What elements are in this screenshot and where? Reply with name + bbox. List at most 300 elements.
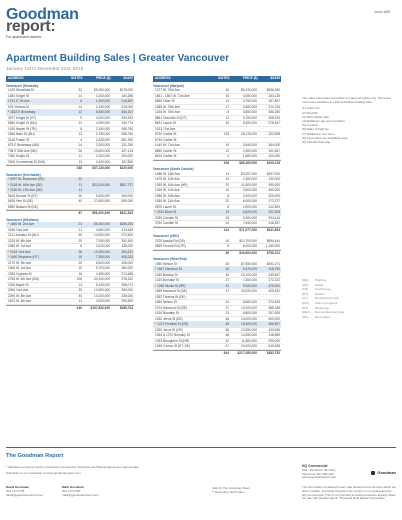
cell-address: * 1567 Harwood St xyxy=(155,267,182,271)
contact-phone: 604 714 4778 xyxy=(6,489,25,493)
legend-code: (DE) xyxy=(302,278,309,282)
cell-price: 3,600,000 xyxy=(242,188,257,192)
cell-price: 11,800,000 xyxy=(241,338,257,343)
cell-per-unit xyxy=(257,138,281,143)
cell-price: 10,250,000 xyxy=(94,249,110,254)
cell-price: $6,230,000 xyxy=(241,88,257,92)
total-row xyxy=(153,350,281,356)
cell-units: 14 xyxy=(225,99,229,103)
note-item: (7) Walkscore rent level xyxy=(302,131,335,136)
cell-price xyxy=(229,127,257,132)
contact-email[interactable]: david@goodmanreport.com xyxy=(6,493,44,497)
company-line-3[interactable]: www.goodmanreport.com xyxy=(302,475,337,480)
cell-units: 11 xyxy=(78,227,82,232)
total-units: 326 xyxy=(223,160,229,165)
cell-per-unit: 370,833 xyxy=(268,300,280,304)
section-title: Vancouver (Kerrisdale) xyxy=(6,172,41,177)
cell-address: 2875 Laurel St xyxy=(155,204,176,209)
header-price: PRICE ($) xyxy=(242,76,258,80)
cell-units: 40 xyxy=(78,233,82,237)
total-price: $16,600,000 xyxy=(239,250,257,255)
cell-per-unit: 385,185 xyxy=(268,305,280,310)
cell-per-unit: 333,333 xyxy=(121,115,133,120)
total-label xyxy=(153,228,218,233)
cell-address: 2360 York Ave xyxy=(8,288,29,292)
cell-price: 10,600,000 xyxy=(94,148,110,153)
cell-units: 8 xyxy=(227,110,229,114)
cell-per-unit xyxy=(110,188,134,193)
cell-per-unit: $594,444 xyxy=(266,238,280,243)
company-address xyxy=(302,465,372,480)
cell-per-unit: 366,071 xyxy=(121,282,133,287)
cell-per-unit: 390,909 xyxy=(121,299,133,303)
legend-label: Non-conforming sites xyxy=(315,310,345,315)
cell-price: $20,200,000 xyxy=(92,182,110,187)
cell-per-unit xyxy=(110,205,134,210)
logo-line-1: Goodman xyxy=(6,6,79,23)
cell-address: * 2158 W. 40th Ave (DE) xyxy=(8,182,43,187)
note-item: (9) Special financing xyxy=(302,140,331,145)
cell-address: 8560 Osler St xyxy=(155,99,175,103)
cell-address: 1516 Burnaby St xyxy=(155,311,179,315)
logo-line-2: report: xyxy=(6,18,56,35)
cell-price: 2,150,000 xyxy=(95,104,110,109)
cell-per-unit: 378,302 xyxy=(121,277,133,281)
cell-price: 2,610,000 xyxy=(95,244,110,248)
cell-per-unit: 372,500 xyxy=(121,233,133,237)
note-item: (3) Rent-ability ratio xyxy=(302,114,329,119)
header-units: SUITES xyxy=(218,76,230,80)
cell-price: 13,650,000 xyxy=(94,288,110,292)
cell-per-unit: 326,000 xyxy=(121,260,133,265)
cell-per-unit: 272,222 xyxy=(268,278,280,282)
cell-units: 11 xyxy=(78,188,82,192)
cell-price: 1,680,000 xyxy=(242,154,257,158)
cell-per-unit: 297,826 xyxy=(268,311,280,315)
cell-units: 47 xyxy=(225,289,229,293)
cell-per-unit: $256,250 xyxy=(119,222,133,226)
sponsor-logo xyxy=(371,470,396,475)
cell-price: $5,250,000 xyxy=(94,88,110,92)
sponsor-name: Goodman xyxy=(377,470,396,475)
cell-address: 675 Victoria Dr xyxy=(8,104,30,109)
cell-units: 139 xyxy=(223,132,229,136)
total-row xyxy=(153,227,281,233)
cell-units: 12 xyxy=(225,115,229,120)
cell-per-unit: $567,727 xyxy=(119,182,133,187)
cell-per-unit: $175,000 xyxy=(119,88,133,92)
cell-units: 45 xyxy=(225,272,229,277)
cell-per-unit: $291,071 xyxy=(266,261,280,266)
cell-price: 2,200,000 xyxy=(95,154,110,158)
cell-units: 106 xyxy=(76,277,82,281)
total-units: 168 xyxy=(76,166,82,170)
total-label xyxy=(153,161,218,166)
cell-address: 2225 W. 8th Ave xyxy=(8,238,32,243)
total-units: 87 xyxy=(78,211,82,215)
total-label xyxy=(6,211,71,216)
cell-per-unit: 456,250 xyxy=(268,110,280,114)
cell-per-unit: 288,750 xyxy=(121,132,133,136)
cell-address: 2290 W. 8th Ave xyxy=(8,293,32,298)
cell-price: $10,700,000 xyxy=(239,238,257,243)
total-per-unit: $756,231 xyxy=(266,250,280,255)
cell-units: 4 xyxy=(80,137,82,142)
cell-price: 3,000,000 xyxy=(95,115,110,120)
cell-units: 8 xyxy=(227,193,229,198)
cell-per-unit: 435,000 xyxy=(121,244,133,248)
cell-per-unit: 330,000 xyxy=(121,293,133,298)
total-row xyxy=(6,165,134,171)
cell-price: 6,000,000 xyxy=(242,199,257,203)
cell-units: 13 xyxy=(78,159,82,164)
table-header xyxy=(6,76,134,82)
cell-price: 4,200,000 xyxy=(242,193,257,198)
cell-address: 1440 W. 71st Ave xyxy=(155,143,180,147)
cell-units: 20 xyxy=(225,182,229,187)
cell-price: 6,800,000 xyxy=(242,311,257,315)
cell-units: 8 xyxy=(80,126,82,131)
total-price: $71,077,000 xyxy=(239,227,257,232)
cell-units: 48 xyxy=(225,316,229,321)
cell-units: 17 xyxy=(225,104,229,109)
page-title: Apartment Building Sales | Greater Vancouver xyxy=(6,53,230,64)
section-title: Vancouver (West End) xyxy=(153,257,187,261)
cell-price: $7,550,000 xyxy=(241,261,257,266)
cell-units: 13 xyxy=(225,210,229,214)
cell-address: 1086 W. 10th Ave xyxy=(155,193,180,198)
total-per-unit: $382,752 xyxy=(266,350,280,355)
cell-per-unit: 413,636 xyxy=(121,227,133,232)
legend-code: (MU) xyxy=(302,300,309,305)
footer-subscribe[interactable]: Subscribe to our newsletter at www.goodmanreport.com xyxy=(6,471,81,475)
cell-units: 24 xyxy=(225,300,229,304)
contact-email[interactable]: mark@goodmanreport.com xyxy=(62,493,99,497)
cell-price: 6,000,000 xyxy=(242,244,257,248)
cell-price xyxy=(229,138,257,143)
table-body xyxy=(6,84,134,311)
cell-per-unit: 200,000 xyxy=(121,154,133,158)
cell-address: 1355 W. 10th Ave (HR) xyxy=(155,182,188,187)
company-name: HQ Commercial xyxy=(302,464,328,468)
cell-price: 2,300,000 xyxy=(242,148,257,153)
cell-units: 11 xyxy=(78,154,82,158)
sold-line-1: Sold by The Goodman Team xyxy=(212,486,251,490)
cell-price: 2,500,000 xyxy=(242,204,257,209)
footer-note: * Indicates a property sold by Goodman Commercial. Total price and $/suite figures are approximate. xyxy=(6,465,140,469)
cell-price: 40,100,000 xyxy=(94,277,110,281)
cell-per-unit: 407,143 xyxy=(121,148,133,153)
cell-address: 2225 Acadia Rd (DE) xyxy=(155,238,185,243)
cell-units: 22 xyxy=(225,199,229,203)
cell-units: 16 xyxy=(78,271,82,276)
cell-per-unit: 350,000 xyxy=(121,288,133,292)
sales-table-left xyxy=(6,76,134,310)
cell-price: $6,150,000 xyxy=(94,222,110,226)
cell-address: * 6097 W. Boulevard (DE) xyxy=(8,177,45,181)
cell-per-unit: 184,286 xyxy=(121,93,133,98)
legend-item xyxy=(302,315,394,320)
disclaimer: The information contained herein was obtained from sources which we deem reliable, and while thought to be correct, is not guaranteed by HQ Commercial. This is not intended to solicit properties already listed for sale with another agent. *Personal Real Estate Corporation xyxy=(302,485,396,501)
cell-price: 11,800,000 xyxy=(241,182,257,187)
total-price: $157,830,000 xyxy=(90,305,110,310)
cell-price: 3,650,000 xyxy=(242,110,257,114)
cell-price: 24,000,000 xyxy=(241,344,257,348)
total-per-unit: $209,218 xyxy=(266,160,280,165)
notes-list xyxy=(302,106,394,144)
note-item: (2) Rent/SF xyxy=(302,110,318,115)
cell-address: 1675 W. 11th Ave xyxy=(155,177,180,181)
cell-price: 10,000,000 xyxy=(241,305,257,310)
cell-price xyxy=(82,205,110,210)
cell-units: 40 xyxy=(78,199,82,203)
cell-units: 10 xyxy=(225,177,229,181)
company-line-2: Vancouver BC V6E 4A2 xyxy=(302,471,334,476)
cell-address: 738 E 36th Ave (MU) xyxy=(8,148,38,153)
cell-address: 3977 Knight St (VT) xyxy=(8,115,36,120)
cell-address: 3006 Commercial Dr (MU) xyxy=(8,159,46,164)
cell-address: 6960 Balsam St (DE) xyxy=(8,204,38,209)
company-line-1: 520 - 4th Street, Burnaby xyxy=(302,467,336,472)
cell-address: * 1833 E Broadway xyxy=(8,110,36,114)
cell-address: 1561 - 1567 W. 71st Ave xyxy=(155,93,190,98)
cell-units: 27 xyxy=(225,305,229,310)
cell-price: 4,090,000 xyxy=(95,121,110,125)
note-item: (6) Ratio of highrise xyxy=(302,127,329,132)
note-item: (4) Building's age and condition xyxy=(302,119,346,124)
cell-units: 26 xyxy=(78,148,82,153)
cell-per-unit: 278,947 xyxy=(268,121,280,125)
cell-address: 1313 71st Ave xyxy=(155,126,176,131)
cell-units: 12 xyxy=(78,110,82,114)
cell-per-unit: 253,125 xyxy=(268,93,280,98)
cell-per-unit: 214,706 xyxy=(268,104,280,109)
cell-address: 8619 Cartier St xyxy=(155,154,177,158)
legend-label: Highrise xyxy=(315,278,327,282)
cell-address: 8790 Cartier St xyxy=(155,132,177,136)
cell-address: * 1250 Nicola St (HR) xyxy=(155,283,186,288)
cell-address: 3750 Cambie St xyxy=(155,221,178,225)
contact-name: David Goodman xyxy=(6,485,30,489)
cell-per-unit: 432,308 xyxy=(268,210,280,214)
cell-units: 4 xyxy=(227,154,229,158)
legend-code: (VT) xyxy=(302,296,309,301)
cell-per-unit: 308,333 xyxy=(268,115,280,120)
cell-units: 14 xyxy=(78,143,82,147)
cell-price: 27,600,000 xyxy=(94,199,110,203)
cell-per-unit: 294,444 xyxy=(268,215,280,220)
cell-units: 8 xyxy=(227,244,229,248)
cell-address: * 2163 York Ave xyxy=(8,249,31,254)
cell-price: 3,640,000 xyxy=(242,143,257,147)
total-label xyxy=(153,351,218,356)
cell-units: 40 xyxy=(225,88,229,92)
cell-address: 2755 W. 4th Ave (MU) xyxy=(8,277,40,281)
cell-units: 6 xyxy=(80,244,82,248)
cell-price: $3,267,000 xyxy=(241,171,257,176)
cell-price: 5,620,000 xyxy=(242,210,257,214)
section-title: Vancouver (Kitsilano) xyxy=(6,217,39,222)
table-body xyxy=(153,84,281,356)
cell-price: 28,175,000 xyxy=(241,132,257,136)
total-label xyxy=(153,251,218,256)
legend-label: Duplex xyxy=(315,291,325,296)
cell-address: 675 E Broadway (MU) xyxy=(8,143,40,147)
total-row xyxy=(6,210,134,216)
cell-units: 24 xyxy=(225,283,229,288)
cell-price: 15,100,000 xyxy=(241,272,257,277)
cell-units: 11 xyxy=(78,182,82,187)
cell-price: 5,450,000 xyxy=(95,110,110,114)
cell-address: 1060 Nelson St xyxy=(155,300,177,304)
cell-price: 3,650,000 xyxy=(242,104,257,109)
cell-units: 8 xyxy=(227,204,229,209)
sold-line-2: ** December 2015 sales xyxy=(212,490,245,494)
legend-code: (HR) xyxy=(302,282,309,287)
cell-per-unit xyxy=(257,295,281,300)
cell-address: 1377 W. 70th Ave xyxy=(155,88,180,92)
cell-address: 1684 Knight St xyxy=(8,93,29,98)
cell-units: 27 xyxy=(225,278,229,282)
cell-units: 9 xyxy=(80,115,82,120)
cell-units: 24 xyxy=(78,222,82,226)
footer-divider xyxy=(6,447,396,448)
cell-per-unit: $256,250 xyxy=(266,88,280,92)
cell-address: * 1860 W. 2nd Ave xyxy=(8,222,35,226)
note-item: (1) Suite mix xyxy=(302,106,320,111)
cell-units: 19 xyxy=(225,121,229,125)
cell-units xyxy=(218,295,229,300)
cell-per-unit: 272,727 xyxy=(268,199,280,203)
legend-code: (DT) xyxy=(302,291,309,296)
notes-panel xyxy=(302,96,394,144)
cell-per-unit: 420,536 xyxy=(268,327,280,332)
cell-per-unit: 525,000 xyxy=(268,193,280,198)
cell-address: 7060 Knight St xyxy=(8,154,29,158)
section-title: Vancouver (South Cambie) xyxy=(153,167,194,171)
cell-units: 6 xyxy=(80,99,82,103)
cell-units: 10 xyxy=(78,104,82,109)
logo-tagline: For apartment owners xyxy=(6,35,42,39)
cell-per-unit: 581,250 xyxy=(121,137,133,142)
cell-per-unit: 540,000 xyxy=(121,193,133,198)
cell-price: 3,200,000 xyxy=(95,143,110,147)
cell-per-unit: 425,532 xyxy=(268,289,280,293)
notes-lead: The sales information provided is a general guide only. There are numerous variables in each individual building sale. xyxy=(302,96,391,105)
cell-units: 10 xyxy=(78,193,82,198)
cell-address: 1425 W. 70th Ave xyxy=(155,110,180,114)
cell-address: 1385 W. 70th Ave xyxy=(155,104,180,109)
cell-per-unit: 366,667 xyxy=(268,322,280,326)
cell-per-unit: $297,000 xyxy=(266,171,280,176)
legend-label: Strata xyxy=(315,282,324,287)
cell-price xyxy=(82,188,110,193)
cell-per-unit: 352,500 xyxy=(121,238,133,243)
total-row xyxy=(6,305,134,311)
cell-address: 1330 & 1270 Burnaby St xyxy=(155,333,190,337)
cell-price: 14,350,000 xyxy=(241,333,257,337)
footer-title: The Goodman Report xyxy=(6,453,64,459)
sales-table-right xyxy=(153,76,281,355)
cell-per-unit: 590,000 xyxy=(268,182,280,187)
note-item: (5) Location xyxy=(302,123,319,128)
cell-per-unit: 380,000 xyxy=(121,266,133,270)
cell-address: 2121 Arbutus St (MU) xyxy=(8,233,39,237)
cell-price: 5,300,000 xyxy=(242,215,257,220)
legend-label: Renovated xyxy=(315,314,330,319)
cell-address: 1488 W. 13th Ave xyxy=(155,171,180,176)
cell-address: 5628 Yew St (DE) xyxy=(8,199,34,203)
cell-address: 1345 Comox St (HT, DE) xyxy=(155,344,191,348)
cell-address: 2402 W. 4th Ave xyxy=(8,299,32,303)
total-units: 26 xyxy=(225,250,229,255)
logo xyxy=(6,6,79,39)
cell-address: 1349 Barclay St xyxy=(155,272,178,277)
cell-units: 26 xyxy=(78,249,82,254)
cell-price: 5,700,000 xyxy=(95,266,110,270)
cell-per-unit: 318,889 xyxy=(268,333,280,337)
cell-price: 20,000,000 xyxy=(241,289,257,293)
cell-address: 8651 Granville St (DT) xyxy=(155,115,187,120)
cell-per-unit: 215,000 xyxy=(121,104,133,109)
total-price: $217,280,000 xyxy=(237,350,257,355)
cell-units xyxy=(218,138,229,143)
total-row xyxy=(153,250,281,256)
cell-price: 7,640,000 xyxy=(242,221,257,225)
cell-per-unit: 187,850 xyxy=(121,159,133,164)
cell-price: 2,150,000 xyxy=(95,126,110,131)
cell-units: 22 xyxy=(78,177,82,181)
cell-address: 1960 Nelson St xyxy=(155,261,177,266)
cell-address: 1350 W. 11th Ave xyxy=(155,199,180,203)
cell-units: 56 xyxy=(225,327,229,332)
cell-units: 14 xyxy=(78,93,82,98)
cell-per-unit: 335,667 xyxy=(268,272,280,277)
cell-per-unit: 340,774 xyxy=(121,121,133,125)
cell-units: 18 xyxy=(78,255,82,259)
cell-per-unit: 364,000 xyxy=(268,143,280,147)
cell-per-unit: 231,250 xyxy=(121,143,133,147)
header-units: SUITES xyxy=(71,76,83,80)
cell-per-unit: 191,667 xyxy=(268,148,280,153)
cell-price: 5,400,000 xyxy=(95,193,110,198)
cell-units: 20 xyxy=(225,267,229,271)
header-price: PRICE ($) xyxy=(95,76,111,80)
cell-units: 10 xyxy=(225,143,229,147)
cell-price: 7,350,000 xyxy=(242,278,257,282)
cell-price: 5,300,000 xyxy=(242,121,257,125)
cell-per-unit: 408,333 xyxy=(121,255,133,259)
cell-per-unit: 216,667 xyxy=(121,99,133,103)
cell-units: 16 xyxy=(225,93,229,98)
cell-address: 1420 Napier St (TR) xyxy=(8,126,37,131)
cell-address: 5615 Dunbar St (DT) xyxy=(8,193,38,198)
total-price: $68,205,000 xyxy=(239,160,257,165)
cell-per-unit: 1,160,000 xyxy=(265,244,280,248)
legend-code: (TR) xyxy=(302,287,309,292)
cell-units: 18 xyxy=(225,215,229,220)
total-per-unit: $331,694 xyxy=(266,227,280,232)
section-title: Vancouver (UBC) xyxy=(153,234,180,238)
contact-1 xyxy=(6,485,43,497)
cell-price: 16,500,000 xyxy=(241,322,257,326)
cell-units: 24 xyxy=(225,221,229,225)
contact-phone: 604 714 4790 xyxy=(62,489,81,493)
total-units: 134 xyxy=(223,227,229,232)
cell-price xyxy=(82,177,110,182)
cell-price: 24,000,000 xyxy=(241,316,257,321)
total-units: 544 xyxy=(223,350,229,355)
